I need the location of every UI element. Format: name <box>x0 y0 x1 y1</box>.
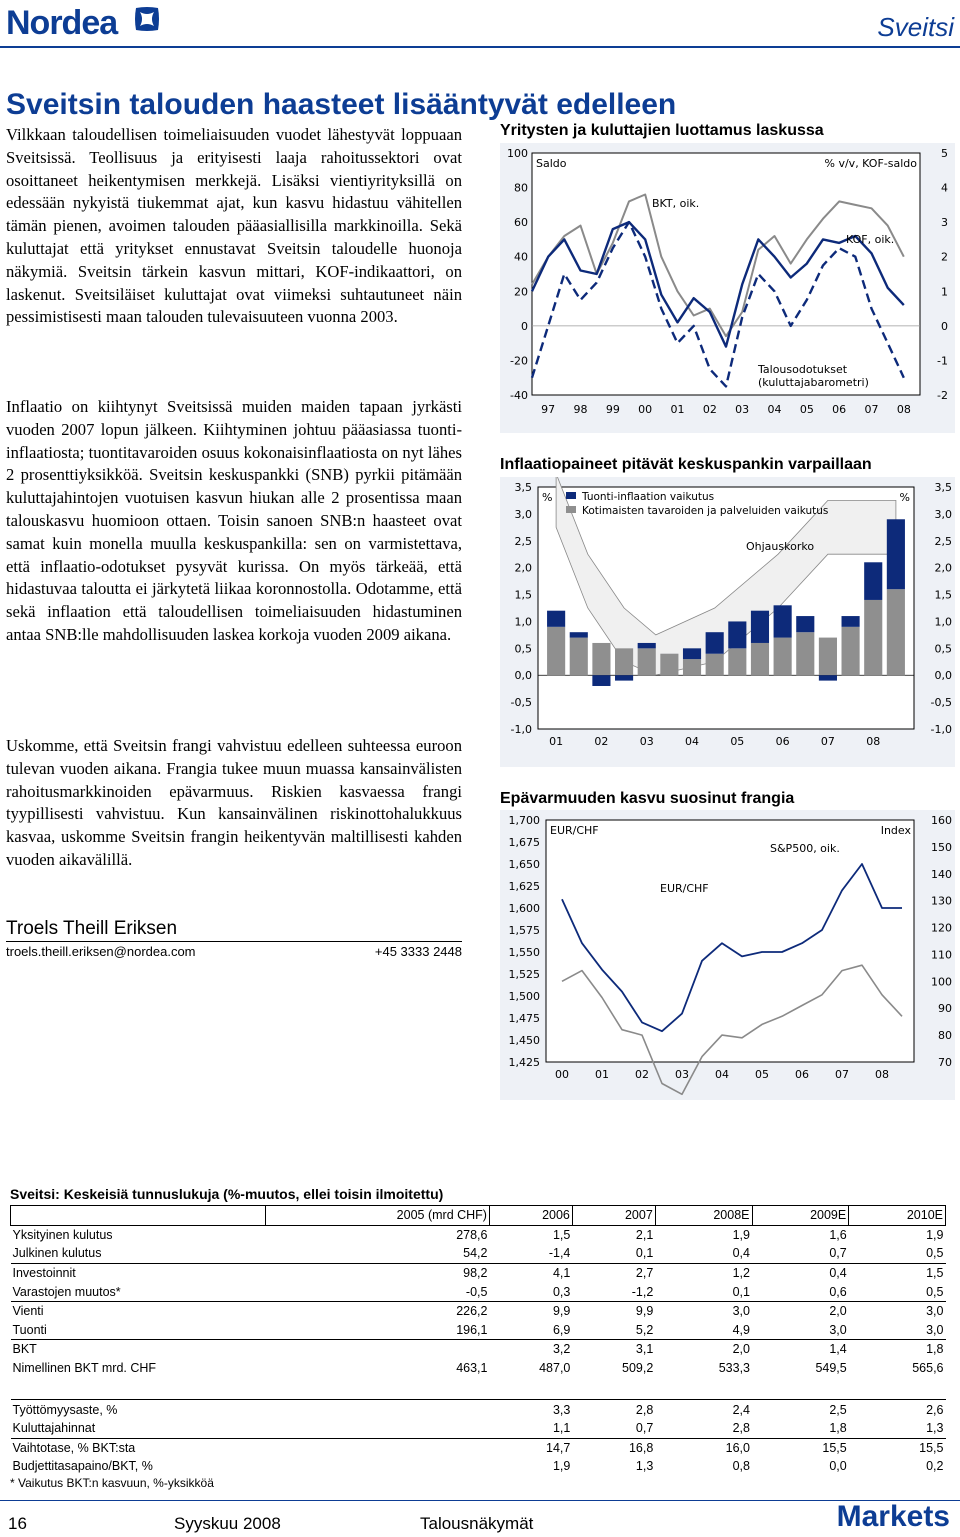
annotation: KOF, oik. <box>846 233 895 246</box>
axis-tick-label: 3 <box>941 216 948 230</box>
table-cell: 278,6 <box>266 1225 490 1244</box>
x-tick-label: 08 <box>866 735 881 748</box>
x-tick-label: 01 <box>549 735 564 748</box>
row-label: Työttömyysaste, % <box>11 1400 266 1419</box>
footer-date: Syyskuu 2008 <box>174 1514 281 1533</box>
table-cell: -1,2 <box>631 1284 654 1299</box>
axis-tick-label: 5 <box>941 147 948 160</box>
chart-2 <box>500 477 955 767</box>
axis-label: % v/v, KOF-saldo <box>824 157 917 170</box>
axis-tick-label: 3,5 <box>514 481 532 494</box>
axis-tick-label: 1,0 <box>934 615 952 629</box>
table-cell: 16,8 <box>572 1438 655 1457</box>
axis-tick-label: 2,5 <box>514 534 532 548</box>
table-cell: 1,4 <box>752 1340 849 1359</box>
row-label: BKT <box>11 1340 266 1359</box>
x-tick-label: 03 <box>735 403 750 416</box>
domestic-bar <box>547 627 565 675</box>
axis-tick-label: 1,625 <box>508 880 540 893</box>
x-tick-label: 08 <box>875 1068 889 1081</box>
x-tick-label: 07 <box>835 1068 849 1081</box>
x-tick-label: 04 <box>685 735 700 748</box>
x-tick-label: 01 <box>595 1068 609 1081</box>
table-cell: 2,8 <box>732 1421 750 1436</box>
table-cell: 54,2 <box>463 1246 488 1261</box>
import-bar <box>819 675 837 680</box>
logo-text: Nordea <box>6 4 118 42</box>
axis-tick-label: 1,650 <box>508 858 540 871</box>
table-cell: 463,1 <box>456 1361 488 1376</box>
axis-tick-label: -2 <box>937 389 948 402</box>
axis-label: EUR/CHF <box>550 824 599 837</box>
annotation: S&P500, oik. <box>770 842 840 855</box>
table-cell: 3,0 <box>849 1301 946 1320</box>
table-cell: 533,3 <box>718 1361 750 1376</box>
table-row <box>11 1282 946 1301</box>
table-cell: 4,1 <box>489 1263 572 1282</box>
domestic-bar <box>887 589 905 675</box>
axis-tick-label: 3,0 <box>934 507 952 521</box>
axis-tick-label: 160 <box>931 814 952 827</box>
plot-area <box>546 820 914 1062</box>
domestic-bar <box>796 632 814 675</box>
table-cell: 1,8 <box>849 1340 946 1359</box>
table-row <box>11 1359 946 1378</box>
axis-tick-label: 3,0 <box>514 507 532 521</box>
table-cell <box>266 1400 490 1419</box>
domestic-bar <box>774 638 792 676</box>
axis-unit: % <box>899 491 910 504</box>
domestic-bar <box>592 643 610 675</box>
x-tick-label: 06 <box>775 735 790 748</box>
header-cell: 2009E <box>752 1206 849 1226</box>
x-tick-label: 03 <box>639 735 654 748</box>
x-tick-label: 02 <box>635 1068 649 1081</box>
table-title: Sveitsi: Keskeisiä tunnuslukuja (%-muutos, ellei toisin ilmoitettu) <box>10 1186 444 1202</box>
row-label: Vaihtotase, % BKT:sta <box>11 1438 266 1457</box>
domestic-bar <box>570 638 588 676</box>
table-cell: 6,9 <box>552 1322 571 1337</box>
page-headline: Sveitsin talouden haasteet lisääntyvät edelleen <box>6 88 677 121</box>
axis-tick-label: -1,0 <box>930 723 952 736</box>
author-email[interactable]: troels.theill.eriksen@nordea.com <box>6 944 196 959</box>
table-cell: 0,8 <box>732 1459 750 1474</box>
annotation: EUR/CHF <box>660 882 709 895</box>
table-cell: 1,3 <box>926 1421 944 1436</box>
import-bar <box>864 562 882 600</box>
axis-tick-label: 1,525 <box>508 968 540 981</box>
row-label: Investoinnit <box>11 1263 266 1282</box>
table-footnote: * Vaikutus BKT:n kasvuun, %-yksikköä <box>10 1475 214 1490</box>
axis-tick-label: -0,5 <box>930 696 952 710</box>
table-cell: 0,1 <box>635 1246 654 1261</box>
domestic-bar <box>615 648 633 675</box>
import-bar <box>706 632 724 654</box>
axis-tick-label: 3,5 <box>934 481 952 494</box>
axis-tick-label: 4 <box>941 181 948 195</box>
article-paragraph-2 <box>6 396 462 647</box>
axis-tick-label: 1,425 <box>508 1056 540 1069</box>
domestic-bar <box>706 654 724 676</box>
row-label: Tuonti <box>12 1322 47 1337</box>
table-cell: -0,5 <box>465 1284 488 1299</box>
domestic-bar <box>751 643 769 675</box>
table-cell: 0,6 <box>829 1284 847 1299</box>
table-cell: 0,4 <box>732 1246 750 1261</box>
annotation: Ohjauskorko <box>746 540 815 553</box>
x-tick-label: 02 <box>594 735 609 748</box>
x-tick-label: 08 <box>896 403 911 416</box>
table-cell: 1,6 <box>752 1225 849 1244</box>
axis-tick-label: 0,0 <box>934 669 952 683</box>
table-cell: 226,2 <box>266 1301 490 1320</box>
key-figures-table <box>10 1186 946 1490</box>
author-name: Troels Theill Eriksen <box>6 918 462 942</box>
legend-swatch <box>566 492 576 499</box>
axis-tick-label: 1,5 <box>934 588 952 602</box>
axis-tick-label: 1 <box>941 285 948 299</box>
table-cell <box>266 1438 490 1457</box>
row-label: Budjettitasapaino/BKT, % <box>12 1459 153 1474</box>
domestic-bar <box>819 638 837 676</box>
legend-label: Tuonti-inflaation vaikutus <box>582 491 715 503</box>
table-cell: 0,2 <box>926 1459 944 1474</box>
axis-label: Saldo <box>536 157 567 170</box>
table-cell: 2,6 <box>849 1400 946 1419</box>
import-bar <box>728 621 746 648</box>
annotation: (kuluttajabarometri) <box>758 376 869 389</box>
import-bar <box>887 519 905 589</box>
header-rule <box>0 46 960 48</box>
header-cell: 2010E <box>849 1206 946 1226</box>
table-body-main <box>11 1225 946 1377</box>
domestic-bar <box>638 648 656 675</box>
domestic-bar <box>842 627 860 675</box>
axis-tick-label: 1,575 <box>508 924 540 937</box>
axis-tick-label: -1 <box>937 354 948 368</box>
author-phone: +45 3333 2448 <box>374 944 462 959</box>
axis-tick-label: 1,450 <box>508 1034 540 1047</box>
axis-tick-label: -20 <box>510 354 528 368</box>
table-row <box>11 1301 946 1320</box>
paragraph-text: Uskomme, että Sveitsin frangi vahvistuu edelleen suhteessa euroon tulevan vuoden aikana. Frangia tukee muun muassa kansainvälisten rahoitusmarkkinoiden epävarmuus. Riskien kasvaessa frangi tyypillisesti vahvistuu. Kun kansainvälinen riskinottohalukkuus kasvaa, uskomme Sveitsin frangin heikentyvän maltillisesti kahden vuoden aikavälillä. <box>6 736 462 869</box>
x-tick-label: 07 <box>820 735 835 748</box>
domestic-bar <box>864 600 882 675</box>
x-tick-label: 06 <box>795 1068 809 1081</box>
axis-tick-label: 0 <box>941 319 948 333</box>
table-row <box>11 1400 946 1419</box>
chart-3-title: Epävarmuuden kasvu suosinut frangia <box>500 790 795 807</box>
axis-tick-label: 2,5 <box>934 534 952 548</box>
x-tick-label: 00 <box>555 1068 569 1081</box>
table-cell: 3,0 <box>655 1301 752 1320</box>
table-cell: 3,0 <box>926 1322 944 1337</box>
table-cell: 2,5 <box>752 1400 849 1419</box>
table-row <box>11 1457 946 1476</box>
table-cell: 0,0 <box>829 1459 847 1474</box>
axis-tick-label: 1,700 <box>508 814 540 827</box>
import-bar <box>796 616 814 632</box>
article-paragraph-3 <box>6 735 462 872</box>
logo-mark-icon <box>134 6 160 32</box>
domestic-bar <box>660 654 678 676</box>
axis-tick-label: 60 <box>514 216 528 230</box>
table-cell: 0,7 <box>829 1246 847 1261</box>
table-cell: 16,0 <box>655 1438 752 1457</box>
x-tick-label: 99 <box>605 403 620 416</box>
axis-tick-label: 0,0 <box>514 669 532 683</box>
row-label: Julkinen kulutus <box>12 1246 102 1261</box>
table-row <box>11 1438 946 1457</box>
axis-tick-label: 0 <box>521 319 528 333</box>
table-cell: 1,3 <box>635 1459 654 1474</box>
table-cell: 1,9 <box>655 1225 752 1244</box>
row-label: Nimellinen BKT mrd. CHF <box>12 1361 157 1376</box>
footer-publication: Talousnäkymät <box>420 1514 534 1533</box>
axis-tick-label: 2 <box>941 250 948 264</box>
axis-tick-label: 150 <box>931 840 952 854</box>
table-cell: 14,7 <box>489 1438 572 1457</box>
legend-label: Kotimaisten tavaroiden ja palveluiden vaikutus <box>582 505 829 517</box>
table-header-row <box>11 1206 946 1226</box>
table-row <box>11 1321 946 1340</box>
table-cell: 1,5 <box>849 1263 946 1282</box>
x-tick-label: 07 <box>864 403 879 416</box>
domestic-bar <box>683 659 701 675</box>
table-row <box>11 1225 946 1244</box>
axis-label: Index <box>880 824 911 837</box>
table-cell <box>266 1340 490 1359</box>
axis-tick-label: 1,5 <box>514 588 532 602</box>
table-cell: 1,9 <box>849 1225 946 1244</box>
x-tick-label: 05 <box>755 1068 769 1081</box>
table-cell: 0,4 <box>752 1263 849 1282</box>
table-cell: 3,3 <box>489 1400 572 1419</box>
row-label: Kuluttajahinnat <box>12 1421 96 1436</box>
axis-tick-label: -40 <box>510 389 528 402</box>
legend-swatch <box>566 506 576 513</box>
page-number: 16 <box>8 1514 27 1533</box>
axis-tick-label: 1,500 <box>508 990 540 1003</box>
author-block <box>6 918 462 959</box>
axis-tick-label: -1,0 <box>510 723 532 736</box>
axis-tick-label: 80 <box>938 1029 952 1043</box>
header-cell: 2008E <box>655 1206 752 1226</box>
table-row <box>11 1419 946 1438</box>
table-cell: 3,0 <box>829 1322 847 1337</box>
axis-tick-label: 1,600 <box>508 902 540 915</box>
x-tick-label: 03 <box>675 1068 689 1081</box>
table-cell: 3,1 <box>572 1340 655 1359</box>
import-bar <box>774 605 792 637</box>
annotation: BKT, oik. <box>652 197 700 210</box>
data-table <box>10 1205 946 1476</box>
table-cell: 196,1 <box>456 1322 488 1337</box>
x-tick-label: 98 <box>573 403 588 416</box>
axis-tick-label: 1,550 <box>508 946 540 959</box>
markets-brand: Markets <box>836 1500 950 1533</box>
axis-unit: % <box>542 491 553 504</box>
x-tick-label: 00 <box>638 403 653 416</box>
axis-tick-label: 1,475 <box>508 1012 540 1025</box>
table-cell <box>266 1457 490 1476</box>
chart-1 <box>500 143 955 433</box>
row-label: Yksityinen kulutus <box>11 1225 266 1244</box>
axis-tick-label: 120 <box>931 921 952 935</box>
table-row <box>11 1340 946 1359</box>
article-paragraph-1 <box>6 124 462 329</box>
header-cell: 2006 <box>489 1206 572 1226</box>
x-tick-label: 04 <box>715 1068 729 1081</box>
chart-2-title: Inflaatiopaineet pitävät keskuspankin varpaillaan <box>500 456 872 473</box>
axis-tick-label: 1,0 <box>514 615 532 629</box>
footer-rule <box>0 1500 960 1501</box>
chart-1-title: Yritysten ja kuluttajien luottamus laskussa <box>500 122 824 139</box>
table-cell: 509,2 <box>622 1361 654 1376</box>
x-tick-label: 02 <box>702 403 717 416</box>
table-row <box>11 1263 946 1282</box>
table-cell: 2,0 <box>752 1301 849 1320</box>
table-cell: 2,7 <box>572 1263 655 1282</box>
table-cell: 1,8 <box>829 1421 847 1436</box>
x-tick-label: 04 <box>767 403 782 416</box>
table-cell: 1,5 <box>489 1225 572 1244</box>
import-bar <box>683 648 701 659</box>
table-row <box>11 1244 946 1263</box>
table-cell: 0,5 <box>926 1246 944 1261</box>
table-cell <box>266 1419 490 1438</box>
table-cell: 1,1 <box>552 1421 571 1436</box>
table-cell: 487,0 <box>539 1361 571 1376</box>
table-cell: 0,5 <box>926 1284 944 1299</box>
axis-tick-label: -0,5 <box>510 696 532 710</box>
import-bar <box>638 643 656 648</box>
table-cell: 565,6 <box>912 1361 944 1376</box>
table-cell: 4,9 <box>732 1322 750 1337</box>
axis-tick-label: 2,0 <box>934 561 952 575</box>
paragraph-text: Inflaatio on kiihtynyt Sveitsissä muiden maiden tapaan jyrkästi vuoden 2007 lopun jälkeen. Kiihtyminen johtuu pääasiassa tuonti-inflaatiosta; tuontitavaroiden osuus kokonaisinflaatiosta on nyt lähes 2 prosenttiyksikköä. Sveitsin keskuspankki (SNB) pyrkii pitämään kuluttajahintojen vuotuisen kasvun hiukan alle 2 prosentissa maan talouskasvu huomioon ottaen. Toisin sanoen SNB:n haasteet ovat samat kuin monella muulla keskuspankilla: sen on varmistettava, että inflaatio-odotukset pysyvät kurissa. On myös tärkeää, että hidastuvaa taloutta ei järkytetä liikaa koronnostolla. Odotamme, että sekä inflaation että taloudellisen toimeliaisuuden hidastuminen antaa SNB:lle mahdollisuuden laskea korkoja vuoden 2009 aikana. <box>6 397 462 644</box>
header-cell <box>11 1206 266 1226</box>
table-cell: 15,5 <box>849 1438 946 1457</box>
author-contact <box>6 944 462 959</box>
x-tick-label: 05 <box>730 735 745 748</box>
import-bar <box>570 632 588 637</box>
import-bar <box>615 675 633 680</box>
axis-tick-label: 80 <box>514 181 528 195</box>
table-cell: 1,2 <box>655 1263 752 1282</box>
table-cell: -1,4 <box>548 1246 571 1261</box>
axis-tick-label: 40 <box>514 250 528 264</box>
axis-tick-label: 0,5 <box>514 642 532 656</box>
table-cell: 5,2 <box>635 1322 654 1337</box>
table-cell: 3,2 <box>489 1340 572 1359</box>
axis-tick-label: 100 <box>931 975 952 989</box>
table-cell: 2,1 <box>572 1225 655 1244</box>
table-cell: 9,9 <box>572 1301 655 1320</box>
import-bar <box>592 675 610 686</box>
axis-tick-label: 110 <box>931 948 952 962</box>
x-tick-label: 05 <box>799 403 814 416</box>
x-tick-label: 06 <box>832 403 847 416</box>
x-tick-label: 97 <box>541 403 556 416</box>
chart-2-svg <box>500 477 955 767</box>
import-bar <box>547 611 565 627</box>
table-cell: 549,5 <box>815 1361 847 1376</box>
axis-tick-label: 2,0 <box>514 561 532 575</box>
table-cell: 0,1 <box>732 1284 750 1299</box>
table-body-secondary <box>11 1400 946 1476</box>
table-cell: 9,9 <box>489 1301 572 1320</box>
annotation: Talousodotukset <box>758 363 848 376</box>
row-label: Varastojen muutos* <box>12 1284 121 1299</box>
row-label: Vienti <box>11 1301 266 1320</box>
nordea-logo <box>6 4 161 42</box>
table-cell: 98,2 <box>266 1263 490 1282</box>
table-cell: 2,0 <box>655 1340 752 1359</box>
chart-3-svg <box>500 810 955 1100</box>
paragraph-text: Vilkkaan taloudellisen toimeliaisuuden vuodet lähestyvät loppuaan Sveitsissä. Teollisuus ja erityisesti laaja rahoitussektori ovat osoittaneet heikentymisen merkkejä. Lisäksi vientiyrityksillä on edessään nykyistä tiukemmat ajat, kun kasvu hidastuu vähitellen tämän pienen, avoimen talouden pääasiallisilla markkinoilla. Sekä kuluttajat että yritykset ennustavat Sveitsin taloudelle huonoja näkymiä. Sveitsin tärkein kasvun mittari, KOF-indikaattori, on laskenut. Sveitsiläiset kuluttajat ovat viimeksi suhtautuneet näin pessimistisesti maan talouden tulevaisuuteen vuonna 2003. <box>6 125 462 327</box>
x-tick-label: 01 <box>670 403 685 416</box>
axis-tick-label: 140 <box>931 867 952 881</box>
header-cell: 2007 <box>572 1206 655 1226</box>
chart-1-svg <box>500 143 955 433</box>
axis-tick-label: 1,675 <box>508 836 540 849</box>
axis-tick-label: 130 <box>931 894 952 908</box>
axis-tick-label: 20 <box>514 285 528 299</box>
table-cell: 2,4 <box>655 1400 752 1419</box>
axis-tick-label: 0,5 <box>934 642 952 656</box>
table-cell: 1,9 <box>552 1459 571 1474</box>
axis-tick-label: 100 <box>507 147 528 160</box>
table-cell: 2,8 <box>572 1400 655 1419</box>
axis-tick-label: 90 <box>938 1002 952 1016</box>
domestic-bar <box>728 648 746 675</box>
chart-3 <box>500 810 955 1100</box>
header-cell: 2005 (mrd CHF) <box>266 1206 490 1226</box>
table-cell: 15,5 <box>752 1438 849 1457</box>
table-cell: 0,7 <box>635 1421 654 1436</box>
table-cell: 0,3 <box>552 1284 571 1299</box>
section-title: Sveitsi <box>877 12 954 42</box>
axis-tick-label: 70 <box>938 1056 952 1069</box>
import-bar <box>751 611 769 643</box>
import-bar <box>842 616 860 627</box>
